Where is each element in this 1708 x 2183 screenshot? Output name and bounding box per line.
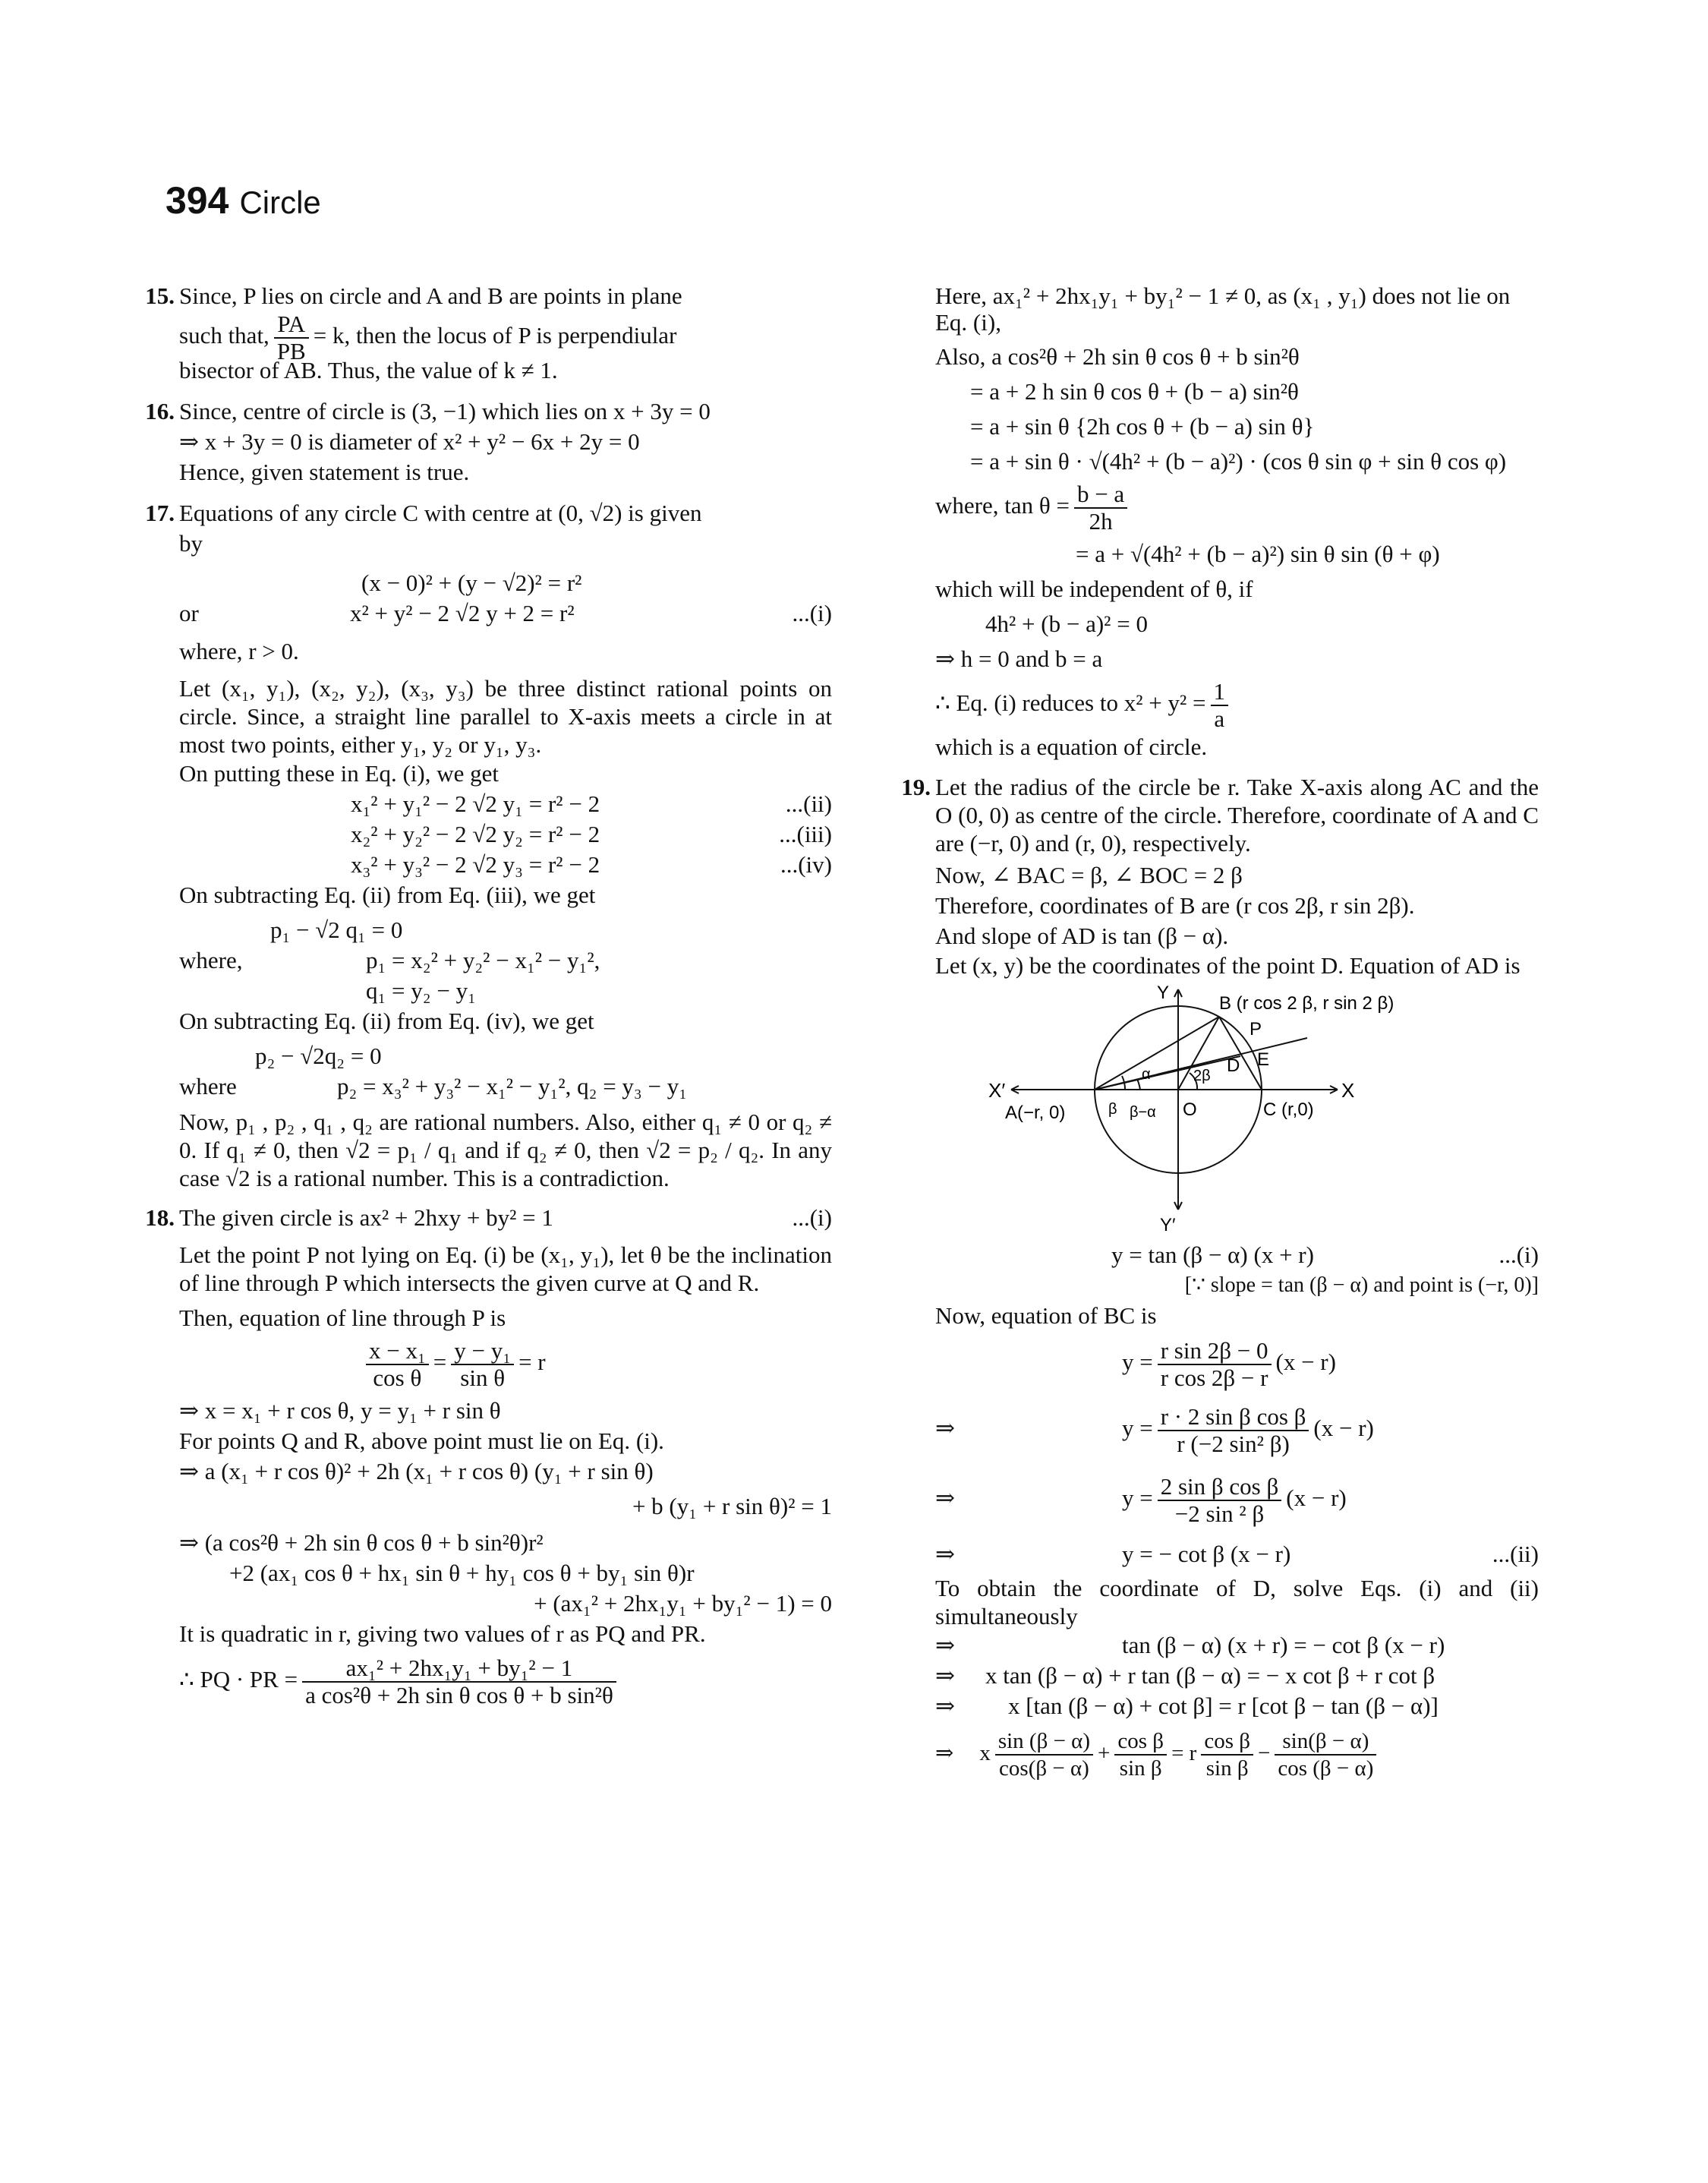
r-line11: ⇒ h = 0 and b = a: [935, 645, 1103, 672]
r-line10: 4h² + (b − a)² = 0: [985, 610, 1148, 637]
q19-line3: And slope of AD is tan (β − α).: [935, 923, 1229, 949]
q17-eq-iv: x₃² + y₃² − 2 √2 y₃ = r² − 2 ...(iv): [351, 851, 832, 878]
fraction-pa-pb: $\frac{PA}{PB}$: [274, 311, 309, 364]
q18-line8: +2 (ax₁ cos θ + hx₁ sin θ + hy₁ cos θ + by₁ sin θ)r: [229, 1560, 695, 1586]
page-number: 394: [165, 179, 229, 222]
r-line2: Eq. (i),: [935, 309, 1001, 336]
r-line3: Also, a cos²θ + 2h sin θ cos θ + b sin²θ: [935, 343, 1300, 370]
q17-para1: Let (x₁, y₁), (x₂, y₂), (x₃, y₃) be three distinct rational points on circle. Since, a straight line parallel to X-axis meets a circle in at most two points, either y₁, y₂ or y₁, y₃.: [179, 675, 832, 758]
q17-line2: by: [179, 530, 203, 557]
line-ad: [1095, 1056, 1240, 1090]
q17-eq-iii: x₂² + y₂² − 2 √2 y₂ = r² − 2 ...(iii): [351, 821, 832, 847]
r-solve-4: ⇒ x $\frac{\sin (\beta - \alpha)}{\cos(\beta - \alpha)}$ + $\frac{\text{cos β}}{\text{sin β}}$ = r $\frac{\text{cos β}}{\text{sin β}}$ − $\frac{\sin(\beta - \alpha)}{\cos (\beta - \alpha)}$: [935, 1721, 1539, 1785]
r-line9: which will be independent of θ, if: [935, 576, 1253, 602]
q18-para1: Let the point P not lying on Eq. (i) be (x₁, y₁), let θ be the inclination of line through P which intersects the given curve at Q and R.: [179, 1241, 832, 1296]
q15-line3: bisector of AB. Thus, the value of k ≠ 1.: [179, 357, 558, 383]
q17-para2: Now, p₁ , p₂ , q₁ , q₂ are rational numbers. Also, either q₁ ≠ 0 or q₂ ≠ 0. If q₁ ≠ 0, then √2 = p₁ / q₁ and if q₂ ≠ 0, then √2 = p₂ / q₂. In any case √2 is a rational number. This is a contradiction.: [179, 1109, 832, 1191]
q18-line1: 18. The given circle is ax² + 2hxy + by² = 1 ...(i): [145, 1204, 832, 1231]
q17-eq1: (x − 0)² + (y − √2)² = r²: [361, 569, 582, 596]
label-p: P: [1249, 1019, 1262, 1039]
label-b: B (r cos 2 β, r sin 2 β): [1219, 993, 1394, 1014]
r-bc-2: ⇒ y = $\frac{\text{r · 2 sin β cos β}}{\text{r (−2 sin² β)}}$ (x − r): [935, 1402, 1374, 1457]
r-line13: which is a equation of circle.: [935, 733, 1208, 760]
q16-line1: 16. Since, centre of circle is (3, −1) which lies on x + 3y = 0: [145, 398, 711, 424]
q17-eq-ii: x₁² + y₁² − 2 √2 y₁ = r² − 2 ...(ii): [351, 790, 832, 817]
label-alpha: α: [1142, 1066, 1151, 1083]
label-x-prime: X′: [988, 1079, 1006, 1102]
label-beta-minus-alpha: β−α: [1130, 1104, 1156, 1121]
q17-line1: 17. Equations of any circle C with centre at (0, √2) is given: [145, 500, 702, 526]
q17-eq8: p₂ − √2q₂ = 0: [255, 1043, 382, 1069]
q18-line11: ∴ PQ · PR = $\frac{\text{ax₁² + 2hx₁y₁ + by₁² − 1}}{\text{a cos²θ + 2h sin θ cos θ + b sin²θ}}$: [179, 1649, 832, 1710]
label-a: A(−r, 0): [1005, 1103, 1066, 1123]
r-eq-i-note: [∵ slope = tan (β − α) and point is (−r, 0)]: [1184, 1273, 1539, 1297]
q19-line1: Now, ∠ BAC = β, ∠ BOC = 2 β: [935, 862, 1243, 888]
q19-line2: Therefore, coordinates of B are (r cos 2β, r sin 2β).: [935, 892, 1415, 919]
q18-line6: + b (y₁ + r sin θ)² = 1: [632, 1493, 832, 1519]
q18-line10: It is quadratic in r, giving two values of r as PQ and PR.: [179, 1620, 706, 1647]
q18-line-eq: $\frac{\text{x − x₁}}{\text{cos θ}}$ = $\frac{\text{y − y₁}}{\text{sin θ}}$ = r: [361, 1333, 832, 1391]
label-2beta: 2β: [1193, 1068, 1211, 1084]
left-column: [145, 281, 832, 1710]
label-beta: β: [1108, 1101, 1117, 1118]
r-solve-1: ⇒ tan (β − α) (x + r) = − cot β (x − r): [935, 1632, 1445, 1658]
label-x: X: [1341, 1079, 1355, 1102]
label-o: O: [1183, 1099, 1197, 1120]
q17-line6: On subtracting Eq. (ii) from Eq. (iv), we get: [179, 1008, 594, 1034]
r-line4: = a + 2 h sin θ cos θ + (b − a) sin²θ: [970, 378, 1299, 405]
q19-para2: Let (x, y) be the coordinates of the point D. Equation of AD is: [935, 952, 1520, 979]
r-solve-2: ⇒ x tan (β − α) + r tan (β − α) = − x cot β + r cot β: [935, 1662, 1435, 1689]
r-line1: Here, ax₁² + 2hx₁y₁ + by₁² − 1 ≠ 0, as (x₁ , y₁) does not lie on: [935, 282, 1511, 309]
q18-line9: + (ax₁² + 2hx₁y₁ + by₁² − 1) = 0: [534, 1590, 832, 1617]
q19-para1: 19. Let the radius of the circle be r. Take X-axis along AC and the O (0, 0) as centre of the circle. Therefore, coordinate of A and C are (−r, 0) and (r, 0), respectively.: [901, 774, 1539, 856]
r-bc-3: ⇒ y = $\frac{\text{2 sin β cos β}}{\text{−2 sin ² β}}$ (x − r): [935, 1472, 1347, 1527]
label-y-prime: Y′: [1160, 1215, 1176, 1235]
label-y: Y: [1157, 983, 1170, 1003]
q15-number: 15.: [145, 282, 175, 309]
q15-line1: 15. Since, P lies on circle and A and B are points in plane: [179, 281, 832, 311]
r-line8: = a + √(4h² + (b − a)²) sin θ sin (θ + φ): [1076, 541, 1440, 567]
label-e: E: [1257, 1049, 1270, 1070]
q18-line3: ⇒ x = x₁ + r cos θ, y = y₁ + r sin θ: [179, 1397, 501, 1424]
r-bc-4: ⇒ y = − cot β (x − r) ...(ii): [935, 1541, 1539, 1567]
right-column: [901, 281, 1539, 1785]
q18-line2: Then, equation of line through P is: [179, 1304, 506, 1331]
r-eq-i: y = tan (β − α) (x + r) ...(i): [1111, 1241, 1539, 1268]
q17-eq2: or x² + y² − 2 √2 y + 2 = r² ...(i): [179, 600, 832, 626]
q15-line2: such that, $\frac{PA}{PB}$ = k, then the locus of P is perpendiular: [179, 311, 677, 364]
circle-figure: [935, 982, 1539, 1240]
r-line12: ∴ Eq. (i) reduces to x² + y² = $\frac{1}{a}$: [935, 674, 1539, 732]
q17-eq6: where, p₁ = x₂² + y₂² − x₁² − y₁²,: [179, 947, 600, 973]
r-bc-1: y = $\frac{\text{r sin 2β − 0}}{\text{r cos 2β − r}}$ (x − r): [1122, 1336, 1336, 1391]
q18-line4: For points Q and R, above point must lie on Eq. (i).: [179, 1427, 664, 1454]
q16-line3: Hence, given statement is true.: [179, 459, 470, 485]
r-line7: where, tan θ = $\frac{b - a}{2h}$: [935, 477, 1539, 535]
r-para3: To obtain the coordinate of D, solve Eqs. (i) and (ii) simultaneously: [935, 1575, 1539, 1629]
q17-eq9: where p₂ = x₃² + y₃² − x₁² − y₁², q₂ = y₃ − y₁: [179, 1073, 688, 1099]
r-line-bc: Now, equation of BC is: [935, 1302, 1157, 1329]
q17-line4: On putting these in Eq. (i), we get: [179, 760, 499, 787]
q18-line5: ⇒ a (x₁ + r cos θ)² + 2h (x₁ + r cos θ) (y₁ + r sin θ): [179, 1458, 654, 1484]
r-solve-3: ⇒ x [tan (β − α) + cot β] = r [cot β − tan (β − α)]: [935, 1692, 1439, 1719]
label-c: C (r,0): [1263, 1099, 1314, 1120]
q17-line3: where, r > 0.: [179, 638, 299, 664]
q16-line2: ⇒ x + 3y = 0 is diameter of x² + y² − 6x + 2y = 0: [179, 428, 640, 455]
r-line5: = a + sin θ {2h cos θ + (b − a) sin θ}: [970, 413, 1315, 440]
q18-line7: ⇒ (a cos²θ + 2h sin θ cos θ + b sin²θ)r²: [179, 1529, 544, 1556]
q17-eq7: q₁ = y₂ − y₁: [366, 977, 476, 1004]
r-line6: = a + sin θ · √(4h² + (b − a)²) · (cos θ sin φ + sin θ cos φ): [970, 448, 1507, 475]
q17-line5: On subtracting Eq. (ii) from Eq. (iii), we get: [179, 882, 596, 908]
q17-eq5: p₁ − √2 q₁ = 0: [270, 916, 403, 943]
page-header: [165, 179, 321, 222]
chapter-title: Circle: [239, 185, 321, 220]
label-d: D: [1227, 1055, 1240, 1076]
